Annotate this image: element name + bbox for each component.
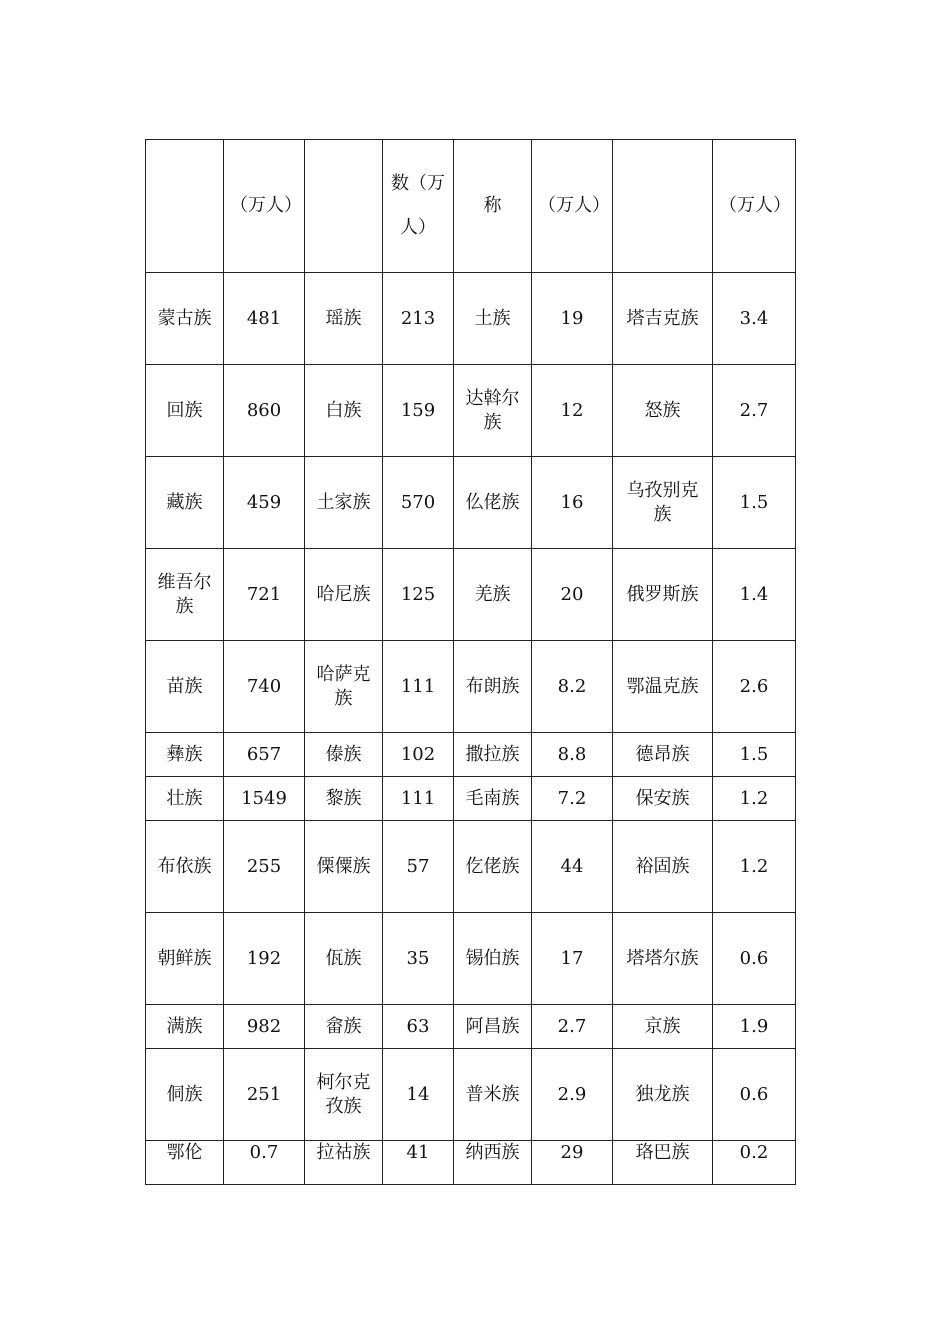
population-cell: 1.9 [713, 1005, 796, 1049]
ethnic-name-cell: 鄂温克族 [613, 641, 713, 733]
ethnic-name-cell: 黎族 [305, 777, 383, 821]
ethnic-name-cell: 俄罗斯族 [613, 549, 713, 641]
population-cell: 2.6 [713, 641, 796, 733]
ethnic-name-cell: 塔吉克族 [613, 273, 713, 365]
table-row [146, 733, 796, 777]
ethnic-name-cell: 撒拉族 [454, 733, 532, 777]
ethnic-name-cell: 白族 [305, 365, 383, 457]
population-cell: 44 [532, 821, 613, 913]
ethnic-name-cell: 维吾尔族 [146, 549, 224, 641]
population-cell: 159 [383, 365, 454, 457]
ethnic-name-cell: 阿昌族 [454, 1005, 532, 1049]
population-cell: 481 [224, 273, 305, 365]
population-cell: 111 [383, 641, 454, 733]
ethnic-name-cell: 傣族 [305, 733, 383, 777]
population-cell: 1.5 [713, 733, 796, 777]
population-cell: 0.2 [713, 1141, 796, 1185]
table-row [146, 777, 796, 821]
population-cell: 41 [383, 1141, 454, 1185]
population-cell: 982 [224, 1005, 305, 1049]
ethnic-name-cell: 朝鲜族 [146, 913, 224, 1005]
table-row [146, 1005, 796, 1049]
ethnic-name-cell: 京族 [613, 1005, 713, 1049]
ethnic-population-table [145, 139, 796, 1185]
ethnic-name-cell: 羌族 [454, 549, 532, 641]
population-cell: 12 [532, 365, 613, 457]
population-cell: 1549 [224, 777, 305, 821]
header-cell: （万人） [224, 140, 305, 273]
ethnic-name-cell: 哈尼族 [305, 549, 383, 641]
population-cell: 7.2 [532, 777, 613, 821]
population-cell: 8.2 [532, 641, 613, 733]
ethnic-name-cell: 佤族 [305, 913, 383, 1005]
ethnic-name-cell: 仡佬族 [454, 821, 532, 913]
header-cell: 称 [454, 140, 532, 273]
ethnic-name-cell: 塔塔尔族 [613, 913, 713, 1005]
population-cell: 20 [532, 549, 613, 641]
ethnic-name-cell: 锡伯族 [454, 913, 532, 1005]
ethnic-name-cell: 裕固族 [613, 821, 713, 913]
table-row [146, 821, 796, 913]
ethnic-name-cell: 鄂伦 [146, 1141, 224, 1185]
population-cell: 721 [224, 549, 305, 641]
ethnic-name-cell: 毛南族 [454, 777, 532, 821]
population-cell: 2.7 [532, 1005, 613, 1049]
ethnic-name-cell: 回族 [146, 365, 224, 457]
ethnic-name-cell: 乌孜别克族 [613, 457, 713, 549]
population-cell: 3.4 [713, 273, 796, 365]
population-cell: 657 [224, 733, 305, 777]
population-cell: 1.4 [713, 549, 796, 641]
population-cell: 102 [383, 733, 454, 777]
population-cell: 111 [383, 777, 454, 821]
population-cell: 740 [224, 641, 305, 733]
population-cell: 125 [383, 549, 454, 641]
ethnic-name-cell: 德昂族 [613, 733, 713, 777]
ethnic-name-cell: 满族 [146, 1005, 224, 1049]
ethnic-name-cell: 苗族 [146, 641, 224, 733]
header-cell: （万人） [532, 140, 613, 273]
population-cell: 57 [383, 821, 454, 913]
ethnic-name-cell: 仫佬族 [454, 457, 532, 549]
ethnic-name-cell: 柯尔克孜族 [305, 1049, 383, 1141]
ethnic-name-cell: 独龙族 [613, 1049, 713, 1141]
table-row [146, 1141, 796, 1185]
population-cell: 8.8 [532, 733, 613, 777]
population-cell: 1.2 [713, 821, 796, 913]
header-cell [146, 140, 224, 273]
population-cell: 213 [383, 273, 454, 365]
population-cell: 1.2 [713, 777, 796, 821]
table-body [146, 140, 796, 1185]
population-cell: 251 [224, 1049, 305, 1141]
ethnic-name-cell: 布朗族 [454, 641, 532, 733]
ethnic-name-cell: 怒族 [613, 365, 713, 457]
population-cell: 860 [224, 365, 305, 457]
population-cell: 0.7 [224, 1141, 305, 1185]
ethnic-name-cell: 土家族 [305, 457, 383, 549]
ethnic-name-cell: 瑶族 [305, 273, 383, 365]
header-cell: 数（万人） [383, 140, 454, 273]
header-cell [613, 140, 713, 273]
header-cell: （万人） [713, 140, 796, 273]
ethnic-name-cell: 普米族 [454, 1049, 532, 1141]
ethnic-name-cell: 土族 [454, 273, 532, 365]
table-row [146, 913, 796, 1005]
ethnic-name-cell: 畲族 [305, 1005, 383, 1049]
population-cell: 35 [383, 913, 454, 1005]
population-cell: 0.6 [713, 1049, 796, 1141]
ethnic-name-cell: 哈萨克族 [305, 641, 383, 733]
header-row [146, 140, 796, 273]
table-row [146, 549, 796, 641]
population-cell: 14 [383, 1049, 454, 1141]
population-cell: 17 [532, 913, 613, 1005]
header-cell [305, 140, 383, 273]
table-row [146, 273, 796, 365]
population-cell: 570 [383, 457, 454, 549]
population-cell: 2.7 [713, 365, 796, 457]
ethnic-name-cell: 珞巴族 [613, 1141, 713, 1185]
population-cell: 2.9 [532, 1049, 613, 1141]
population-cell: 19 [532, 273, 613, 365]
population-cell: 459 [224, 457, 305, 549]
ethnic-name-cell: 蒙古族 [146, 273, 224, 365]
table-row [146, 641, 796, 733]
ethnic-name-cell: 拉祜族 [305, 1141, 383, 1185]
population-cell: 1.5 [713, 457, 796, 549]
population-cell: 16 [532, 457, 613, 549]
table-row [146, 1049, 796, 1141]
ethnic-name-cell: 彝族 [146, 733, 224, 777]
population-cell: 63 [383, 1005, 454, 1049]
ethnic-name-cell: 壮族 [146, 777, 224, 821]
ethnic-name-cell: 侗族 [146, 1049, 224, 1141]
ethnic-name-cell: 藏族 [146, 457, 224, 549]
ethnic-name-cell: 保安族 [613, 777, 713, 821]
ethnic-name-cell: 傈僳族 [305, 821, 383, 913]
ethnic-name-cell: 纳西族 [454, 1141, 532, 1185]
table-row [146, 365, 796, 457]
population-cell: 0.6 [713, 913, 796, 1005]
population-cell: 29 [532, 1141, 613, 1185]
ethnic-name-cell: 布依族 [146, 821, 224, 913]
ethnic-name-cell: 达斡尔族 [454, 365, 532, 457]
table-row [146, 457, 796, 549]
population-cell: 192 [224, 913, 305, 1005]
population-cell: 255 [224, 821, 305, 913]
